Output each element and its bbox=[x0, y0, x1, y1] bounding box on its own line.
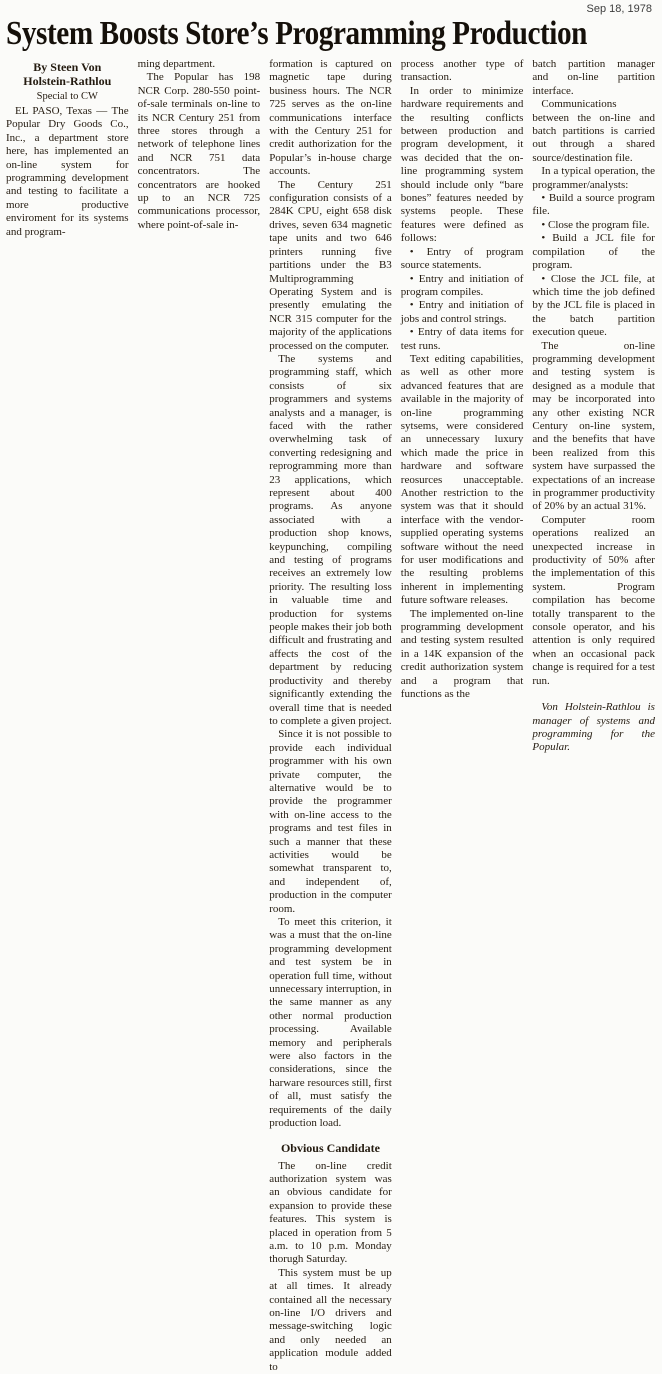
article-column-4 bbox=[401, 58, 524, 702]
article-paragraph: The on-line programming development and testing system is designed as a module that may be incorporated into any other existing NCR Century on-line system, and the benefits that have been realized from this system have surpassed the expectations of an increase in programmer productivity of 20% by an actual 31%. bbox=[532, 339, 655, 513]
article-paragraph: batch partition manager and on-line partition interface. bbox=[532, 58, 655, 97]
article-column-2 bbox=[138, 58, 261, 232]
bullet-item: • Build a JCL file for compilation of the program. bbox=[532, 232, 655, 272]
article-paragraph: The Popular has 198 NCR Corp. 280-550 point-of-sale terminals on-line to its NCR Century 251 from three stores through a network of telephone lines and NCR 751 data concentrators. The concentrators are hooked up to an NCR 725 communications processor, where point-of-sale in- bbox=[137, 71, 261, 231]
author-note: Von Holstein-Rathlou is manager of systems and programming for the Popular. bbox=[532, 701, 655, 754]
special-to-label: Special to CW bbox=[36, 91, 98, 102]
article-column-1 bbox=[6, 58, 129, 239]
article-paragraph: The Century 251 configuration consists of a 284K CPU, eight 658 disk drives, seven 634 magnetic tape units and two 646 printers running five partitions under the B3 Multiprogramming Operating System and is presently emulating the NCR 315 computer for the majority of the applications processed on the computer. bbox=[269, 178, 392, 352]
article-column-3 bbox=[269, 58, 392, 1374]
article-paragraph: The implemented on-line programming development and testing system resulted in a 14K expansion of the credit authorization system and a program that functions as the bbox=[400, 607, 524, 701]
article-paragraph: The systems and programming staff, which consists of six programmers and systems analysts and a manager, is faced with the rather overwhelming task of converting redesigning and reprogramming more than 23 applications, which represent about 400 programs. As anyone associated with a production shop knows, keypunching, compiling and testing of programs receives an extremely low priority. The resulting loss in valuable time and production for systems people makes their job both difficult and frustrating and affects the cost of the department by reducing productivity and thereby significantly extending the overall time that is needed to complete a given project. bbox=[269, 352, 392, 727]
bullet-item: • Close the JCL file, at which time the job defined by the JCL file is placed in the batch partition execution queue. bbox=[532, 272, 655, 339]
article-paragraph: EL PASO, Texas — The Popular Dry Goods Co., Inc., a department store here, has implemented an on-line system for programming development and testing to facilitate a more productive enviroment for its systems and program- bbox=[6, 105, 129, 238]
article-paragraph: In a typical operation, the programmer/analysts: bbox=[532, 165, 655, 191]
article-paragraph: In order to minimize hardware requirements and the resulting conflicts between production and program development, it was decided that the on-line programming system should include only “bare bones” features needed by systems people. These features were defined as follows: bbox=[400, 84, 524, 245]
article-paragraph: Since it is not possible to provide each individual programmer with his own private computer, the alternative would be to provide the programmer with on-line access to the programs and test files in such a manner that these activities would be somewhat transparent to, and independent of, production in the computer room. bbox=[269, 728, 392, 915]
article-paragraph: formation is captured on magnetic tape during business hours. The NCR 725 serves as the on-line communications interface with the Century 251 for credit authorization for the Popular’s in-house charge accounts. bbox=[269, 58, 392, 178]
article-paragraph: Computer room operations realized an unexpected increase in productivity of 50% after the implementation of this system. Program compilation has become totally transparent to the console operator, and his attention is only required when an occasional pack change is required for a test run. bbox=[532, 513, 655, 687]
bullet-item: • Entry and initiation of program compiles. bbox=[400, 272, 524, 298]
article-columns bbox=[6, 58, 655, 1374]
bullet-item: • Entry of data items for test runs. bbox=[400, 326, 524, 352]
bullet-item: • Build a source program file. bbox=[532, 192, 655, 218]
article-paragraph: ming department. bbox=[137, 58, 216, 70]
article-paragraph: The on-line credit authorization system was an obvious candidate for expansion to provide these features. This system is placed in operation from 5 a.m. to 10 p.m. Monday thorugh Saturday. bbox=[269, 1159, 392, 1266]
bullet-item: • Close the program file. bbox=[541, 218, 650, 231]
bullet-item: • Entry and initiation of jobs and control strings. bbox=[400, 299, 524, 325]
headline: System Boosts Store’s Programming Production bbox=[6, 15, 588, 52]
article-paragraph: This system must be up at all times. It already contained all the necessary on-line I/O drivers and message-switching logic and only needed an application module added to bbox=[269, 1266, 392, 1373]
article-paragraph: To meet this criterion, it was a must that the on-line programming development and test system be in operation full time, without unnecessary interruption, in the same manner as any other normal production processing. Available memory and peripherals were also factors in the considerations, since the harware resources still, first of all, must satisfy the requirements of the daily production load. bbox=[269, 916, 392, 1130]
section-subhead: Obvious Candidate bbox=[280, 1140, 380, 1155]
article-paragraph: Communications between the on-line and batch partitions is carried out through a shared source/destination file. bbox=[532, 98, 655, 164]
article-column-5 bbox=[532, 58, 655, 755]
bullet-item: • Entry of program source statements. bbox=[400, 245, 524, 272]
byline: By Steen Von Holstein-Rathlou bbox=[23, 60, 112, 88]
date-label: Sep 18, 1978 bbox=[586, 3, 652, 15]
article-paragraph: process another type of transaction. bbox=[400, 58, 524, 84]
article-paragraph: Text editing capabilities, as well as other more advanced features that are available in the majority of on-line programming sytsems, were considered an unnecessary luxury which made the price in hardware and software reosurces unacceptable. Another restriction to the system was that it should interface with the vendor-supplied operating systems software without the need for user modifications and the resulting problems inherent in implementing future software releases. bbox=[400, 352, 524, 607]
